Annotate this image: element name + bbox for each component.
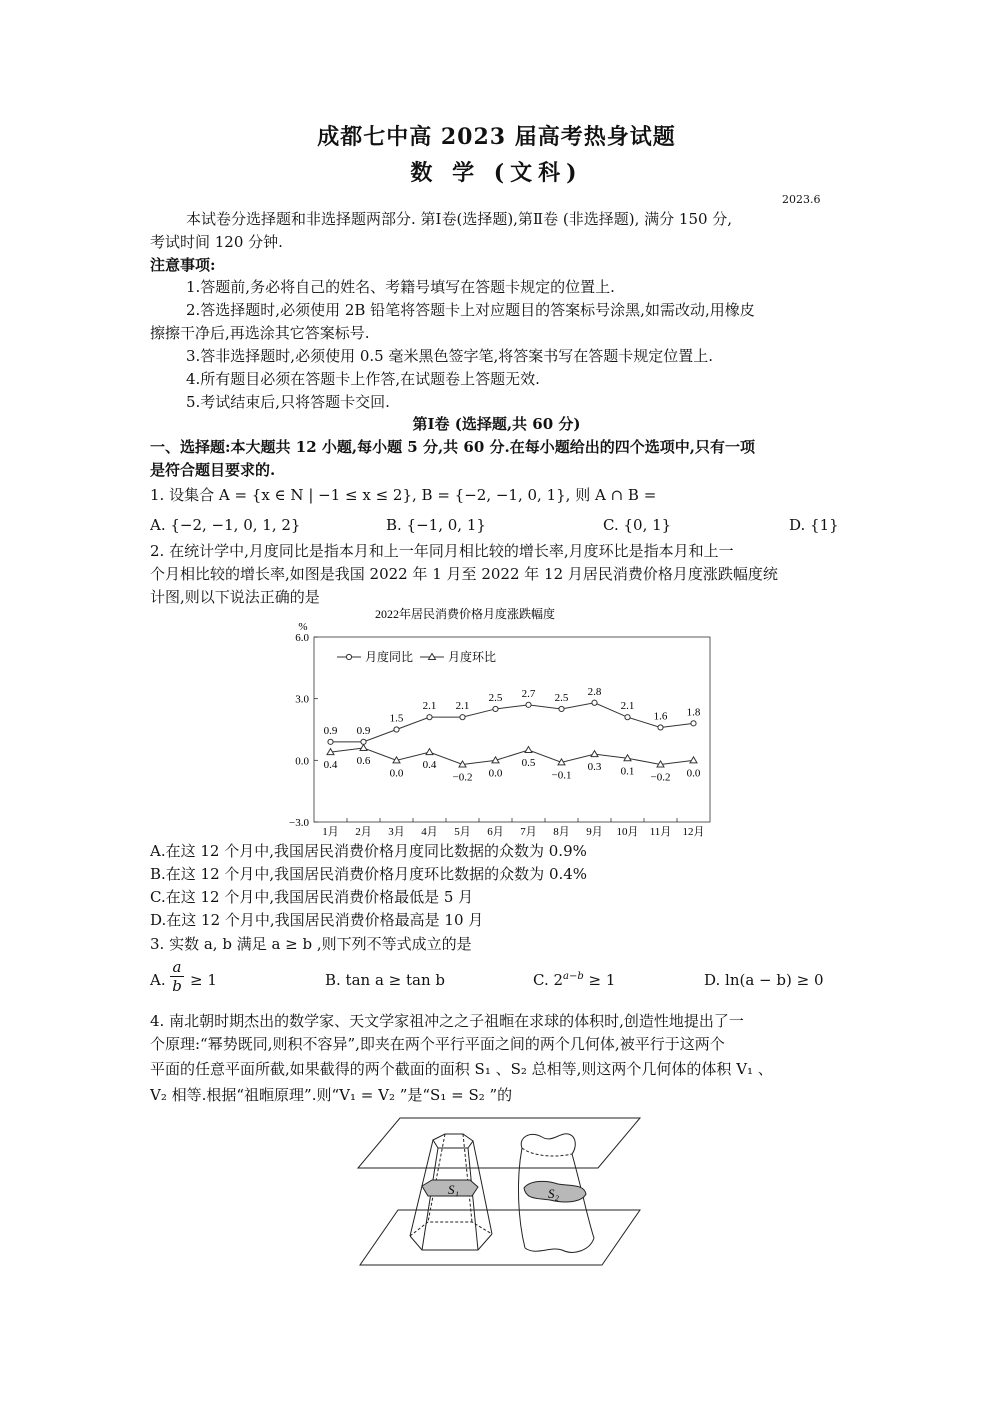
note-item: 4.所有题目必须在答题卡上作答,在试题卷上答题无效. <box>186 370 540 388</box>
legend-label-mom: 月度环比 <box>448 650 497 664</box>
mom-data-label: 0.3 <box>587 761 602 774</box>
q3-option-a-fraction <box>170 958 184 995</box>
question-4-line1: 4. 南北朝时期杰出的数学家、天文学家祖冲之之子祖暅在求球的体积时,创造性地提出了一 <box>150 1012 744 1030</box>
mom-data-label: −0.2 <box>650 771 671 784</box>
yoy-point <box>460 715 465 720</box>
yoy-data-label: 0.9 <box>356 724 371 737</box>
exam-date: 2023.6 <box>782 193 821 206</box>
x-tick-label: 1月 <box>322 826 339 838</box>
mom-data-label: 0.1 <box>620 765 635 778</box>
note-item: 5.考试结束后,只将答题卡交回. <box>186 393 390 411</box>
q1-option-c: C. {0, 1} <box>603 516 672 534</box>
section-s1-label: S₁ <box>448 1182 460 1197</box>
bottom-plane <box>360 1210 640 1265</box>
yoy-point <box>592 700 597 705</box>
yoy-data-label: 2.7 <box>521 687 536 700</box>
yoy-point <box>559 706 564 711</box>
yoy-data-label: 2.1 <box>620 700 635 713</box>
q1-option-b: B. {−1, 0, 1} <box>386 516 486 534</box>
yoy-point <box>394 727 399 732</box>
mom-point <box>426 749 433 755</box>
chart-title: 2022年居民消费价格月度涨跌幅度 <box>374 607 556 621</box>
question-2-line3: 计图,则以下说法正确的是 <box>150 588 320 606</box>
mom-point <box>525 747 532 753</box>
intro-line-2: 考试时间 120 分钟. <box>150 233 283 251</box>
q2-option-c: C.在这 12 个月中,我国居民消费价格最低是 5 月 <box>150 888 474 906</box>
q2-option-a: A.在这 12 个月中,我国居民消费价格月度同比数据的众数为 0.9% <box>150 842 587 860</box>
intro-line-1: 本试卷分选择题和非选择题两部分. 第Ⅰ卷(选择题),第Ⅱ卷 (非选择题), 满分 150 分, <box>186 210 733 228</box>
x-tick-label: 12月 <box>682 826 705 838</box>
yoy-data-label: 1.8 <box>686 706 701 719</box>
question-2-line2: 个月相比较的增长率,如图是我国 2022 年 1 月至 2022 年 12 月居民消费价格月度涨跌幅度统 <box>150 565 778 583</box>
note-item: 2.答选择题时,必须使用 2B 铅笔将答题卡上对应题目的答案标号涂黑,如需改动,用橡皮 <box>186 301 755 319</box>
notes-heading: 注意事项: <box>150 256 216 274</box>
section-s2-label: S₂ <box>548 1186 560 1201</box>
legend-label-yoy: 月度同比 <box>365 650 414 664</box>
mom-data-label: −0.1 <box>551 769 572 782</box>
x-tick-label: 9月 <box>586 826 603 838</box>
q1-option-d: D. {1} <box>789 516 839 534</box>
yoy-data-label: 2.1 <box>422 700 437 713</box>
top-plane <box>358 1118 640 1168</box>
yoy-data-label: 1.5 <box>389 712 404 725</box>
mom-point <box>690 757 697 763</box>
mom-data-label: −0.2 <box>452 771 473 784</box>
mom-data-label: 0.0 <box>389 767 404 780</box>
section-instruction-line2: 是符合题目要求的. <box>150 461 276 479</box>
yoy-data-label: 2.1 <box>455 700 470 713</box>
question-4-line3: 平面的任意平面所截,如果截得的两个截面的面积 S₁ 、S₂ 总相等,则这两个几何体的体积 V₁ 、 <box>150 1060 773 1078</box>
x-tick-label: 6月 <box>487 826 504 838</box>
q2-option-d: D.在这 12 个月中,我国居民消费价格最高是 10 月 <box>150 911 484 929</box>
q3-option-c-base: C. 2 <box>533 971 564 989</box>
question-3-stem: 3. 实数 a, b 满足 a ≥ b ,则下列不等式成立的是 <box>150 935 472 953</box>
x-tick-label: 7月 <box>520 826 537 838</box>
yoy-point <box>493 706 498 711</box>
legend-marker-yoy <box>346 654 351 659</box>
mom-data-label: 0.4 <box>422 759 437 772</box>
yoy-data-label: 2.8 <box>587 685 602 698</box>
x-tick-label: 8月 <box>553 826 570 838</box>
question-4-line4: V₂ 相等.根据“祖暅原理”.则“V₁ = V₂ ”是“S₁ = S₂ ”的 <box>150 1086 513 1104</box>
q3-option-a-prefix: A. <box>150 971 166 989</box>
q3-option-a-denominator: b <box>172 977 182 995</box>
q2-option-b: B.在这 12 个月中,我国居民消费价格月度环比数据的众数为 0.4% <box>150 865 588 883</box>
x-tick-label: 2月 <box>355 826 372 838</box>
yoy-point <box>691 721 696 726</box>
note-item: 擦擦干净后,再选涂其它答案标号. <box>150 324 370 342</box>
y-tick-label: 6.0 <box>295 632 309 644</box>
q3-option-a-numerator: a <box>172 958 182 976</box>
y-tick-label: 0.0 <box>295 755 309 768</box>
yoy-data-label: 1.6 <box>653 710 668 723</box>
note-item: 1.答题前,务必将自己的姓名、考籍号填写在答题卡规定的位置上. <box>186 278 615 296</box>
question-4-line2: 个原理:“幂势既同,则积不容异”,即夹在两个平行平面之间的两个几何体,被平行于这两个 <box>150 1035 725 1053</box>
question-2-line1: 2. 在统计学中,月度同比是指本月和上一年同月相比较的增长率,月度环比是指本月和上一 <box>150 542 734 560</box>
series-line-yoy <box>331 703 694 742</box>
chart-y-unit: % <box>298 621 308 633</box>
exam-title: 成都七中高 2023 届高考热身试题 <box>317 124 676 150</box>
mom-data-label: 0.6 <box>356 755 371 767</box>
part1-title: 第Ⅰ卷 (选择题,共 60 分) <box>412 415 581 433</box>
yoy-data-label: 0.9 <box>323 724 338 737</box>
mom-point <box>360 745 367 751</box>
mom-data-label: 0.4 <box>323 759 338 772</box>
q1-option-a: A. {−2, −1, 0, 1, 2} <box>150 516 301 534</box>
x-tick-label: 4月 <box>421 826 438 838</box>
x-tick-label: 3月 <box>388 826 405 838</box>
q3-option-c-exponent: a−b <box>563 971 584 982</box>
yoy-point <box>658 725 663 730</box>
mom-data-label: 0.0 <box>488 767 503 780</box>
x-tick-label: 10月 <box>616 826 639 838</box>
y-tick-label: 3.0 <box>295 693 309 706</box>
yoy-point <box>625 715 630 720</box>
zu-geng-principle-figure <box>350 1110 650 1270</box>
section-instruction-line1: 一、选择题:本大题共 12 小题,每小题 5 分,共 60 分.在每小题给出的四个选项中,只有一项 <box>150 438 755 456</box>
x-tick-label: 11月 <box>649 826 672 838</box>
yoy-data-label: 2.5 <box>554 691 569 704</box>
series-line-mom <box>331 748 694 764</box>
q3-option-c-suffix: ≥ 1 <box>583 971 616 989</box>
q3-option-d: D. ln(a − b) ≥ 0 <box>704 971 824 989</box>
yoy-data-label: 2.5 <box>488 691 503 704</box>
q3-option-a-suffix: ≥ 1 <box>190 971 217 989</box>
yoy-point <box>427 715 432 720</box>
mom-point <box>591 751 598 757</box>
cpi-line-chart <box>270 600 730 840</box>
note-item: 3.答非选择题时,必须使用 0.5 毫米黑色签字笔,将答案书写在答题卡规定位置上. <box>186 347 714 365</box>
question-1-stem: 1. 设集合 A = {x ∈ N | −1 ≤ x ≤ 2}, B = {−2, −1, 0, 1}, 则 A ∩ B = <box>150 486 657 504</box>
mom-data-label: 0.5 <box>521 757 536 770</box>
q3-option-b: B. tan a ≥ tan b <box>325 971 446 989</box>
yoy-point <box>328 739 333 744</box>
x-tick-label: 5月 <box>454 826 471 838</box>
yoy-point <box>526 702 531 707</box>
exam-subtitle: 数 学 (文科) <box>410 160 583 186</box>
y-tick-label: −3.0 <box>289 817 309 829</box>
mom-data-label: 0.0 <box>686 767 701 780</box>
q3-option-c <box>533 971 615 989</box>
